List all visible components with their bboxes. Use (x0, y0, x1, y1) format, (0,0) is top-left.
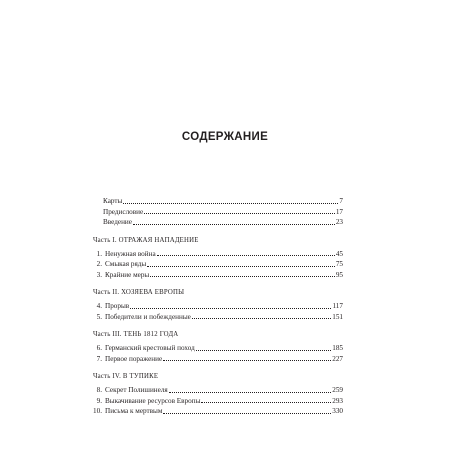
entry-label: Германский крестовый поход (105, 344, 195, 352)
entry-page: 151 (332, 312, 343, 321)
entry-label: Секрет Полишинеля (105, 386, 168, 394)
entry-label: Карты (103, 197, 123, 205)
leader-dots (169, 385, 332, 393)
entry-page: 7 (339, 197, 343, 205)
leader-dots (201, 395, 331, 403)
toc-entry-preface[interactable] (93, 207, 343, 218)
toc-entry-chapter-8[interactable] (93, 385, 343, 396)
entry-page: 185 (332, 344, 343, 352)
part-heading-2: Часть II. ХОЗЯЕВА ЕВРОПЫ (93, 289, 185, 296)
entry-label: Ненужная война (105, 249, 156, 258)
toc-entry-chapter-1[interactable] (93, 249, 343, 260)
entry-page: 259 (332, 386, 343, 394)
leader-dots (196, 343, 331, 351)
chapter-number: 10. (93, 407, 102, 415)
part-heading-4: Часть IV. В ТУПИКЕ (93, 373, 159, 380)
entry-page: 95 (335, 270, 343, 279)
entry-page: 23 (335, 218, 343, 226)
leader-dots (192, 311, 331, 319)
entry-label: Победители и побежденные (105, 312, 191, 321)
entry-page: 330 (332, 407, 343, 415)
entry-label: Смыкая ряды (105, 260, 147, 268)
toc-entry-chapter-7[interactable] (93, 354, 343, 365)
entry-page: 293 (332, 396, 343, 405)
toc-entry-chapter-6[interactable] (93, 343, 343, 354)
entry-page: 117 (332, 302, 343, 310)
leader-dots (133, 217, 335, 225)
entry-page: 75 (335, 260, 343, 268)
toc-entry-chapter-3[interactable] (93, 270, 343, 281)
entry-page: 227 (332, 354, 343, 363)
entry-label: Введение (103, 218, 132, 226)
leader-dots (150, 269, 335, 277)
chapter-number: 6. (96, 344, 102, 352)
chapter-number: 4. (96, 302, 102, 310)
toc-entry-chapter-10[interactable] (93, 406, 343, 417)
part-heading-1: Часть I. ОТРАЖАЯ НАПАДЕНИЕ (93, 236, 199, 244)
chapter-number: 9. (96, 396, 102, 405)
entry-label: Крайние меры (105, 270, 150, 279)
entry-label: Прорыв (105, 302, 130, 310)
entry-label: Письма к мертвым (105, 407, 163, 415)
leader-dots (147, 259, 335, 267)
entry-page: 45 (335, 249, 343, 258)
leader-dots (123, 196, 338, 204)
chapter-number: 8. (96, 386, 102, 394)
leader-dots (157, 248, 335, 256)
leader-dots (163, 406, 331, 414)
leader-dots (130, 301, 331, 309)
leader-dots (163, 353, 331, 361)
toc-entry-introduction[interactable] (93, 217, 343, 228)
chapter-number: 5. (96, 312, 102, 321)
entry-label: Первое поражение (105, 354, 163, 363)
part-heading-3: Часть III. ТЕНЬ 1812 ГОДА (93, 331, 179, 338)
entry-label: Выкачивание ресурсов Европы (105, 396, 201, 405)
chapter-number: 1. (96, 249, 102, 258)
chapter-number: 3. (96, 270, 102, 279)
entry-page: 17 (335, 207, 343, 216)
toc-entry-maps[interactable] (93, 196, 343, 207)
toc-entry-chapter-9[interactable] (93, 396, 343, 407)
table-of-contents (93, 196, 343, 417)
chapter-number: 7. (96, 354, 102, 363)
chapter-number: 2. (96, 260, 102, 268)
page-title: СОДЕРЖАНИЕ (181, 131, 269, 143)
toc-entry-chapter-4[interactable] (93, 301, 343, 312)
leader-dots (144, 206, 335, 214)
entry-label: Предисловие (103, 207, 144, 216)
toc-entry-chapter-2[interactable] (93, 259, 343, 270)
toc-entry-chapter-5[interactable] (93, 312, 343, 323)
